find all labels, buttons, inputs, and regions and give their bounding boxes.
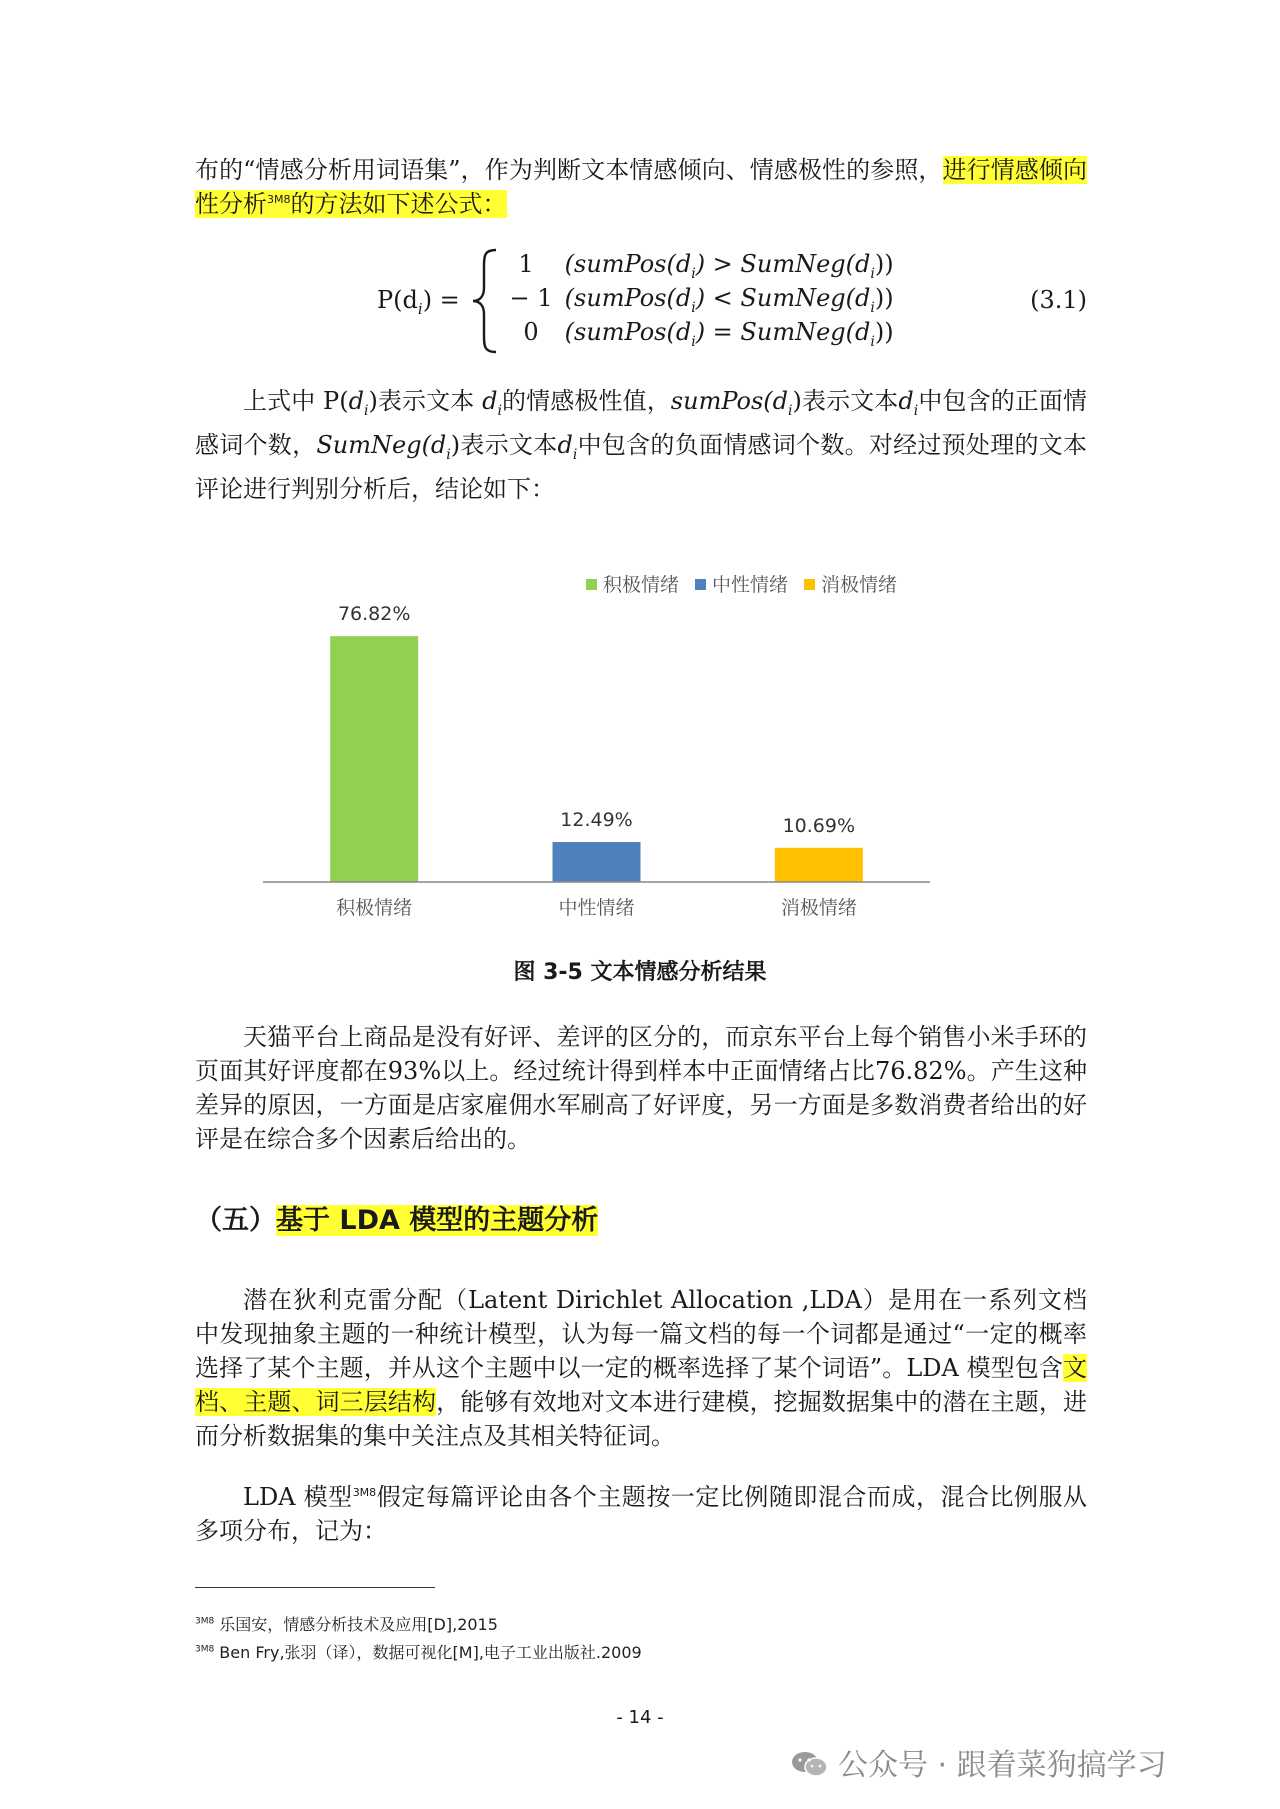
highlight: 文档、主题、词三层结构	[195, 1354, 1087, 1416]
paragraph-analysis: 天猫平台上商品是没有好评、差评的区分的，而京东平台上每个销售小米手环的页面其好评度都在93%以上。经过统计得到样本中正面情绪占比76.82%。产生这种差异的原因，一方面是店家雇佣水军刷高了好评度，另一方面是多数消费者给出的好评是在综合多个因素后给出的。	[195, 1023, 1087, 1153]
paragraph-lda-model: LDA 模型$^{3M8}$假定每篇评论由各个主题按一定比例随即混合而成，混合比例服从多项分布，记为：	[195, 1483, 1088, 1545]
chart-legend	[570, 570, 897, 597]
x-tick-label-3: 消极情绪	[780, 897, 857, 919]
page-number: - 14 -	[616, 1707, 664, 1728]
equation-case-negative: − 1 ($sumPos(d_i)$ < $SumNeg(d_i)$)	[509, 284, 894, 316]
data-label-1: 76.82%	[337, 603, 411, 626]
equation-case-neutral: 0 ($sumPos(d_i)$ = $SumNeg(d_i)$)	[523, 318, 894, 350]
chart-plot	[230, 550, 970, 930]
footnote-1: $^{3M8}$ 乐国安，情感分析技术及应用[D],2015	[195, 1615, 498, 1634]
data-label-2: 12.49%	[560, 809, 633, 832]
figure-caption: 图 3-5 文本情感分析结果	[513, 960, 767, 985]
equation-lhs: $P(d_i)$ =	[377, 286, 460, 318]
equation-case-positive: 1 ($sumPos(d_i)$ > $SumNeg(d_i)$)	[518, 250, 894, 282]
legend-swatch-2	[695, 579, 706, 590]
sentiment-bar-chart	[230, 550, 970, 930]
text: 布的“情感分析用词语集”，作为判断文本情感倾向、情感极性的参照，	[195, 156, 943, 184]
data-label-3: 10.69%	[782, 814, 856, 837]
watermark: 公众号 · 跟着菜狗搞学习	[790, 1740, 1167, 1784]
legend-swatch-3	[804, 579, 815, 590]
footnote-ref[interactable]: 3M8	[352, 1486, 377, 1499]
footnote-divider	[195, 1587, 435, 1588]
legend-label-3: 消极情绪	[821, 574, 898, 596]
paragraph-formula-explanation: 上式中 $P(d_i)$表示文本 $d_i$的情感极性值，$sumPos(d_i)$表示文本$d_i$中包含的正面情感词个数，$SumNeg(d_i)$表示文本$d_i$中包含的负面情感词个数。对经过预处理的文本评论进行判别分析后，结论如下：	[195, 387, 1088, 503]
equation-number: (3.1)	[1030, 286, 1087, 314]
wechat-icon	[790, 1749, 830, 1779]
x-tick-label-1: 积极情绪	[336, 897, 413, 919]
legend-label-2: 中性情绪	[712, 574, 789, 596]
bar-1	[330, 636, 418, 882]
bar-3	[775, 848, 863, 882]
left-brace-icon	[470, 248, 500, 354]
paragraph-lda-intro: 潜在狄利克雷分配（Latent Dirichlet Allocation ,LDA）是用在一系列文档中发现抽象主题的一种统计模型，认为每一篇文档的每一个词都是通过“一定的概率选择了某个主题，并从这个主题中以一定的概率选择了某个词语”。LDA 模型包含文档、主题、词三层结构，能够有效地对文本进行建模，挖掘数据集中的潜在主题，进而分析数据集的集中关注点及其相关特征词。	[195, 1286, 1088, 1450]
highlight: 进行情感倾向性分析$^{3M8}$的方法如下述公式：	[195, 156, 1087, 218]
footnote-ref[interactable]: 3M8	[267, 193, 291, 206]
footnote-2: $^{3M8}$ Ben Fry,张羽（译），数据可视化[M],电子工业出版社.2009	[195, 1643, 642, 1662]
equation-3-1	[195, 248, 1087, 358]
legend-label-1: 积极情绪	[603, 574, 680, 596]
x-tick-label-2: 中性情绪	[558, 897, 635, 919]
legend-swatch-1	[586, 579, 597, 590]
section-heading: （五）基于 LDA 模型的主题分析	[195, 1205, 599, 1236]
paragraph-intro	[195, 153, 1087, 221]
bar-2	[553, 842, 641, 882]
